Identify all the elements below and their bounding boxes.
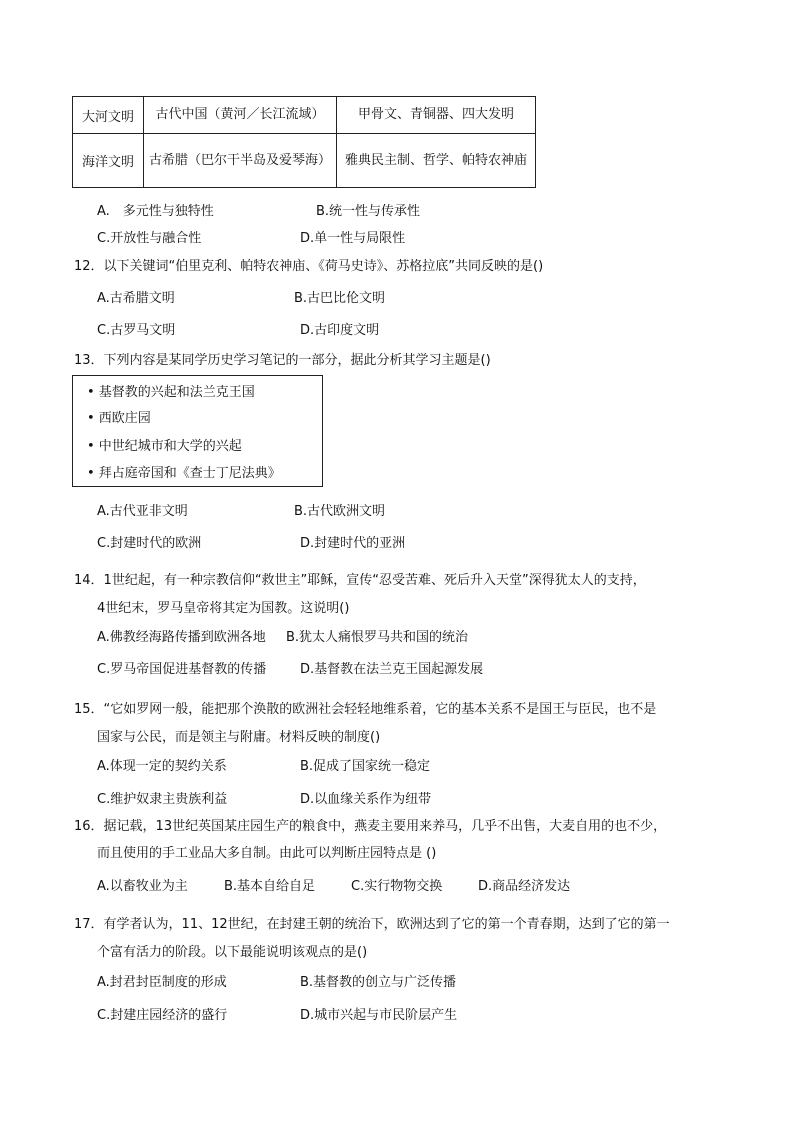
table-cell: 古希腊（巴尔干半岛及爱琴海） [144, 134, 337, 188]
q13-option-b: B.古代欧洲文明 [294, 504, 386, 519]
table-cell: 古代中国（黄河／长江流域） [144, 97, 337, 134]
q13-option-c: C.封建时代的欧洲 [97, 536, 202, 551]
q16-stem-line1: 16．据记载，13世纪英国某庄园生产的粮食中，燕麦主要用来养马，几乎不出售，大麦自用的也不少， [74, 819, 667, 834]
q13-option-a: A.古代亚非文明 [97, 504, 188, 519]
q15-option-d: D.以血缘关系作为纽带 [300, 792, 432, 807]
q15-stem-line1: 15．“它如罗网一般，能把那个涣散的欧洲社会轻轻地维系着，它的基本关系不是国王与臣民，也不是 [74, 702, 657, 717]
q13-stem: 13．下列内容是某同学历史学习笔记的一部分，据此分析其学习主题是() [74, 353, 491, 368]
q14-option-c: C.罗马帝国促进基督教的传播 [97, 662, 267, 677]
q12-stem: 12．以下关键词“伯里克利、帕特农神庙、《荷马史诗》、苏格拉底”共同反映的是() [74, 259, 544, 274]
note-item: • 基督教的兴起和法兰克王国 [87, 385, 255, 400]
study-notes-box [72, 375, 323, 487]
q16-option-d: D.商品经济发达 [478, 879, 571, 894]
q14-option-a: A.佛教经海路传播到欧洲各地 [97, 630, 266, 645]
q15-stem-line2: 国家与公民，而是领主与附庸。材料反映的制度() [97, 730, 381, 745]
q16-option-a: A.以畜牧业为主 [97, 879, 188, 894]
q14-option-d: D.基督教在法兰克王国起源发展 [300, 662, 484, 677]
q15-option-a: A.体现一定的契约关系 [97, 759, 227, 774]
q16-option-c: C.实行物物交换 [351, 879, 443, 894]
q17-option-a: A.封君封臣制度的形成 [97, 975, 227, 990]
table-cell: 海洋文明 [73, 134, 144, 188]
q17-option-b: B.基督教的创立与广泛传播 [300, 975, 457, 990]
q14-stem-line2: 4世纪末，罗马皇帝将其定为国教。这说明() [97, 601, 350, 616]
q15-option-b: B.促成了国家统一稳定 [300, 759, 431, 774]
q17-stem-line1: 17．有学者认为，11、12世纪，在封建王朝的统治下，欧洲达到了它的第一个青春期，达到了它的第一 [74, 917, 670, 932]
q17-option-d: D.城市兴起与市民阶层产生 [300, 1008, 458, 1023]
q11-option-a: A. 多元性与独特性 [97, 204, 214, 219]
q11-option-b: B.统一性与传承性 [316, 204, 421, 219]
table-cell: 甲骨文、青铜器、四大发明 [337, 97, 536, 134]
q13-option-d: D.封建时代的亚洲 [300, 536, 406, 551]
q12-option-b: B.古巴比伦文明 [294, 291, 386, 306]
note-item: • 西欧庄园 [87, 411, 151, 426]
q15-option-c: C.维护奴隶主贵族利益 [97, 792, 228, 807]
q14-stem-line1: 14．1世纪起，有一种宗教信仰“救世主”耶稣，宣传“忍受苦难、死后升入天堂”深得犹太人的支持， [74, 573, 646, 588]
civilization-table [72, 96, 536, 188]
q12-option-d: D.古印度文明 [300, 323, 380, 338]
q11-option-d: D.单一性与局限性 [300, 231, 406, 246]
table-row [73, 97, 536, 134]
q12-option-a: A.古希腊文明 [97, 291, 175, 306]
table-cell: 大河文明 [73, 97, 144, 134]
table-cell: 雅典民主制、哲学、帕特农神庙 [337, 134, 536, 188]
note-item: • 中世纪城市和大学的兴起 [87, 439, 242, 454]
q14-option-b: B.犹太人痛恨罗马共和国的统治 [286, 630, 469, 645]
table-row [73, 134, 536, 188]
q17-stem-line2: 个富有活力的阶段。以下最能说明该观点的是() [97, 945, 368, 960]
q16-stem-line2: 而且使用的手工业品大多自制。由此可以判断庄园特点是 () [97, 846, 437, 861]
q17-option-c: C.封建庄园经济的盛行 [97, 1008, 228, 1023]
q12-option-c: C.古罗马文明 [97, 323, 176, 338]
note-item: • 拜占庭帝国和《查士丁尼法典》 [87, 466, 281, 481]
q16-option-b: B.基本自给自足 [224, 879, 316, 894]
q11-option-c: C.开放性与融合性 [97, 231, 202, 246]
